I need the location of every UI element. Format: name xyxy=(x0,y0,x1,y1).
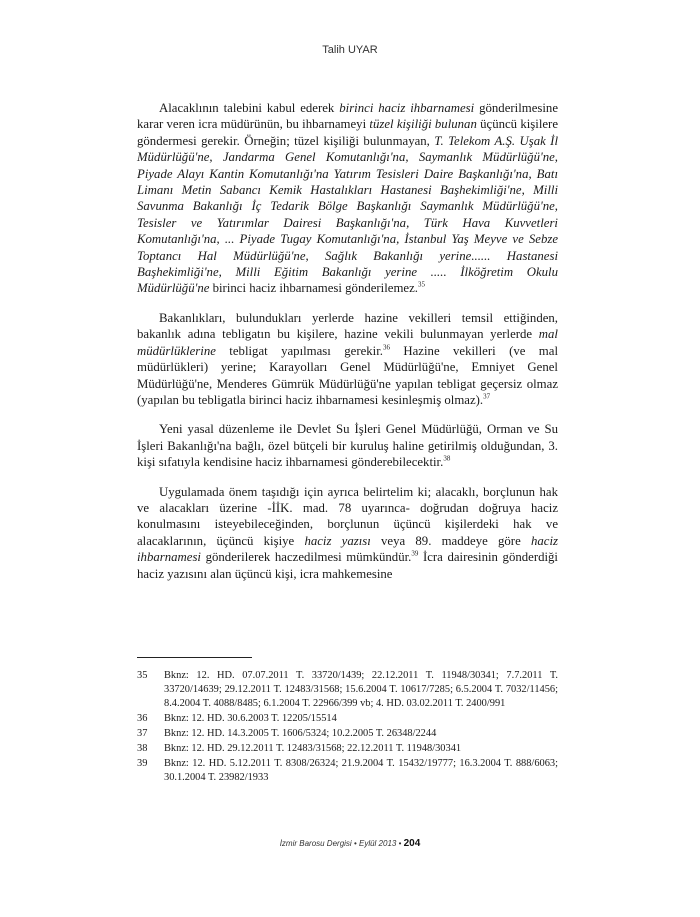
page-footer xyxy=(0,838,700,849)
footnote-ref: 37 xyxy=(483,392,491,401)
text-run: gönderilmesine karar veren icra müdürünün, bu ihbarnameyi xyxy=(137,101,559,132)
journal-date: Eylül 2013 xyxy=(358,839,397,848)
paragraph xyxy=(137,100,558,297)
footnote xyxy=(137,757,558,785)
text-run: gönderilerek haczedilmesi mümkündür. xyxy=(201,550,412,565)
footnote-number: 39 xyxy=(137,758,148,769)
footnote-number: 35 xyxy=(137,670,148,681)
text-run: Alacaklının talebini kabul ederek xyxy=(159,101,340,115)
italic-text: birinci haciz ihbarnamesi xyxy=(339,101,475,115)
italic-text: tüzel kişiliği bulunan xyxy=(369,117,477,132)
footnote-ref: 38 xyxy=(443,454,451,463)
footnote-number: 36 xyxy=(137,713,148,724)
footnote-number: 38 xyxy=(137,743,148,754)
body-text xyxy=(137,100,558,595)
footnote-number: 37 xyxy=(137,728,148,739)
footnote-text: Bknz: 12. HD. 30.6.2003 T. 12205/15514 xyxy=(164,713,337,724)
paragraph xyxy=(137,421,558,470)
footer-separator: • xyxy=(398,839,402,848)
text-run: birinci haciz ihbarnamesi gönderilemez. xyxy=(209,281,418,296)
footnote-ref: 35 xyxy=(417,281,425,290)
page-number: 204 xyxy=(403,838,421,849)
journal-name: İzmir Barosu Dergisi xyxy=(279,839,352,848)
text-run: Hazine vekilleri (ve mal müdürlükleri) yerine; Karayolları Genel Müdürlüğü'ne, Emniyet Genel Müdürlüğü'ne, Menderes Gümrük Müdürlüğü'ne yapılan tebligat geçersiz olmaz (yapılan bu tebligatla birinci haciz ihbarnamesi kesinleşmiş olmaz). xyxy=(137,343,558,407)
paragraph xyxy=(137,310,558,408)
text-run: veya 89. maddeye göre xyxy=(370,533,531,548)
footnote-text: Bknz: 12. HD. 5.12.2011 T. 8308/26324; 21.9.2004 T. 15432/19777; 16.3.2004 T. 888/6063; 30.1.2004 T. 23982/1933 xyxy=(164,758,558,783)
footnote-text: Bknz: 12. HD. 29.12.2011 T. 12483/31568; 22.12.2011 T. 11948/30341 xyxy=(164,743,462,754)
footnote-divider xyxy=(137,657,252,658)
text-run: tebligat yapılması gerekir. xyxy=(215,343,383,358)
text-run: Uygulamada önem taşıdığı için ayrıca belirtelim ki; alacaklı, borçlunun hak ve alacakları üzerine -İİK. mad. 78 uyarınca- doğrudan doğruya haciz konulmasını isteyebileceğinden, borçlunun üçüncü kişilerdeki hak ve alacaklarının, üçüncü kişiye xyxy=(137,484,558,548)
text-run: İcra dairesinin gönderdiği haciz yazısını alan üçüncü kişi, icra mahkemesine xyxy=(137,550,558,581)
footer-separator: • xyxy=(353,839,357,848)
italic-text: T. Telekom A.Ş. Uşak İl Müdürlüğü'ne, Jandarma Genel Komutanlığı'na, Saymanlık Müdürlüğü'ne, Piyade Alayı Kantin Komutanlığı'na Yatırım Tesisleri Daire Başkanlığı'na, Batı Limanı Metin Sabancı Kemik Hastalıkları Hastanesi Başhekimliği'ne, Milli Savunma Bakanlığı İç Tedarik Bölge Başkanlığı Saymanlık Müdürlüğü'ne, Tesisler ve Yatırımlar Dairesi Başkanlığı'na, Türk Hava Kuvvetleri Komutanlığı'na, ... Piyade Tugay Komutanlığı'na, İstanbul Yaş Meyve ve Sebze Toptancı Hal Müdürlüğü'ne, Sağlık Bakanlığı yerine...... Hastanesi Başhekimliği'ne, Milli Eğitim Bakanlığı yerine ..... İlköğretim Okulu Müdürlüğü'ne xyxy=(137,133,558,296)
author-name: Talih UYAR xyxy=(322,44,378,56)
italic-text: mal müdürlüklerine xyxy=(137,327,558,358)
footnote xyxy=(137,669,558,711)
paragraph xyxy=(137,484,558,582)
footnote xyxy=(137,712,558,726)
text-run: üçüncü kişilere göndermesi gerekir. Örneğin; tüzel kişiliği bulunmayan, xyxy=(137,117,558,148)
footnote-text: Bknz: 12. HD. 07.07.2011 T. 33720/1439; 22.12.2011 T. 11948/30341; 7.7.2011 T. 33720/14639; 29.12.2011 T. 12483/31568; 15.6.2004 T. 10617/7285; 6.5.2004 T. 7032/11456; 8.4.2004 T. 4088/8485; 6.1.2004 T. 22966/399 vb; 4. HD. 03.02.2011 T. 2400/991 xyxy=(164,670,558,709)
footnotes xyxy=(137,669,558,786)
italic-text: haciz ihbarnamesi xyxy=(137,533,558,565)
text-run: Bakanlıkları, bulundukları yerlerde hazine vekilleri temsil ettiğinden, bakanlık adına tebligatın bu kişilere, hazine vekili bulunmayan yerlerde xyxy=(137,310,558,342)
text-run: Yeni yasal düzenleme ile Devlet Su İşleri Genel Müdürlüğü, Orman ve Su İşleri Bakanlığı'na bağlı, özel bütçeli bir kuruluş haline getirilmiş olduğundan, 3. kişi sıfatıyla kendisine haciz ihbarnamesi gönderebilecektir. xyxy=(137,422,558,470)
footnote-ref: 39 xyxy=(411,549,419,558)
footnote-text: Bknz: 12. HD. 14.3.2005 T. 1606/5324; 10.2.2005 T. 26348/2244 xyxy=(164,728,437,739)
footnote xyxy=(137,727,558,741)
footnote-ref: 36 xyxy=(382,343,390,352)
footnote xyxy=(137,742,558,756)
italic-text: haciz yazısı xyxy=(304,533,371,548)
running-header xyxy=(0,44,700,56)
